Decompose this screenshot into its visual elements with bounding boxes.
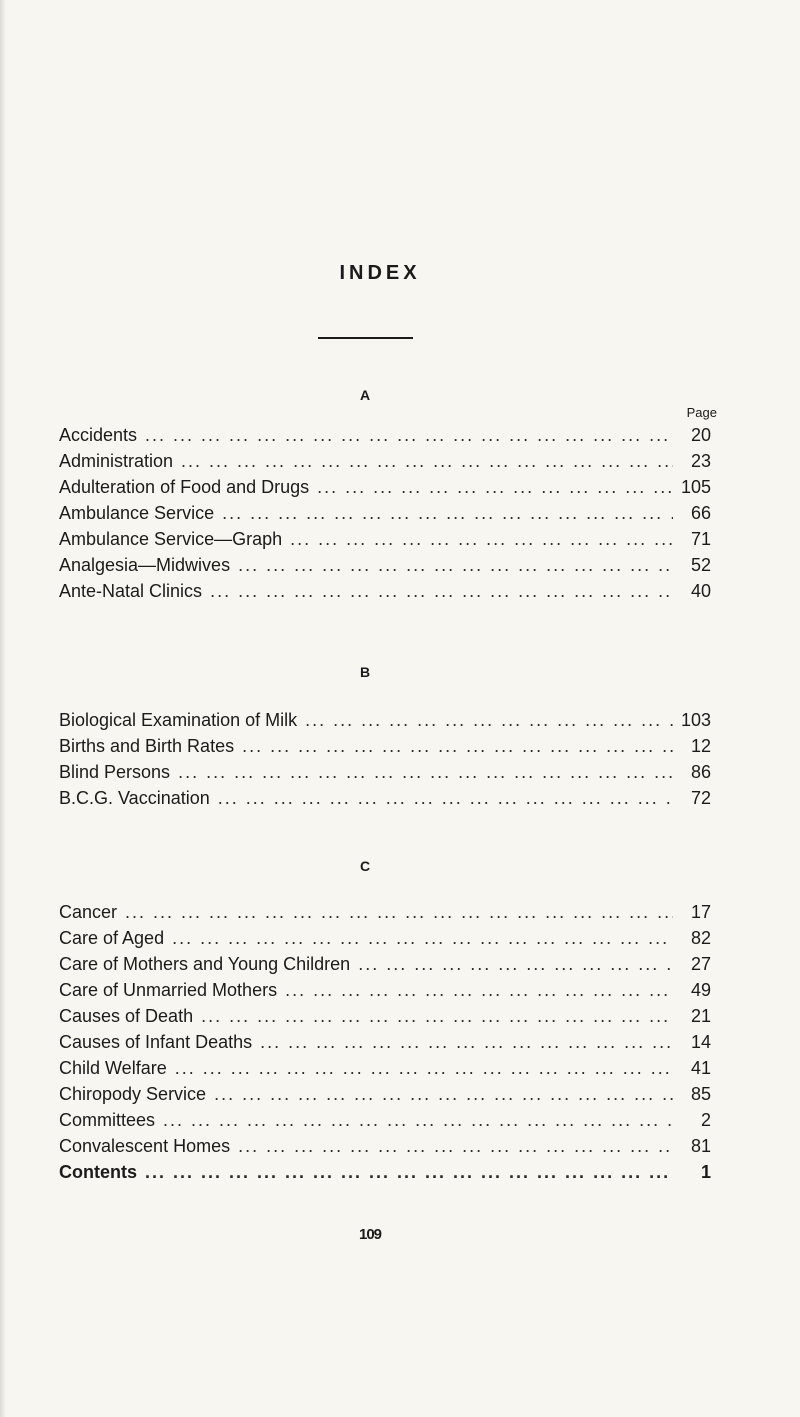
entry-label: Administration: [59, 451, 174, 471]
leader-dots: [290, 529, 673, 550]
index-entry: [59, 1058, 711, 1084]
leader-dots: [145, 1162, 673, 1183]
entry-label: Cancer: [59, 902, 118, 922]
entry-page: 12: [690, 736, 711, 756]
leader-dots: [305, 710, 673, 731]
leader-dots: [317, 477, 673, 498]
entry-page: 103: [680, 710, 711, 730]
entry-page: 66: [690, 503, 711, 523]
index-entry: [59, 736, 711, 762]
index-entry: [59, 555, 711, 581]
leader-dots: [214, 1084, 673, 1105]
entry-label: B.C.G. Vaccination: [59, 788, 210, 808]
entry-page: 20: [690, 425, 711, 445]
leader-dots: [163, 1110, 673, 1131]
entry-label: Births and Birth Rates: [59, 736, 235, 756]
index-entry: [59, 788, 711, 814]
entry-page: 40: [690, 581, 711, 601]
leader-dots: [201, 1006, 673, 1027]
entry-page: 49: [690, 980, 711, 1000]
index-entry: [59, 954, 711, 980]
leader-dots: [210, 581, 673, 602]
entry-page: 85: [690, 1084, 711, 1104]
page-title: INDEX: [339, 262, 421, 284]
entry-label: Causes of Infant Deaths: [59, 1032, 253, 1052]
section-b-list: [59, 710, 711, 814]
entry-label: Adulteration of Food and Drugs: [59, 477, 310, 497]
index-entry: [59, 581, 711, 607]
entry-page: 1: [700, 1162, 711, 1182]
leader-dots: [125, 902, 673, 923]
entry-label: Biological Examination of Milk: [59, 710, 298, 730]
page-column-heading: Page: [686, 405, 717, 420]
entry-label: Ante-Natal Clinics: [59, 581, 203, 601]
page-number-mark: 109: [358, 1226, 382, 1243]
entry-page: 23: [690, 451, 711, 471]
entry-label: Care of Unmarried Mothers: [59, 980, 278, 1000]
entry-label: Contents: [59, 1162, 137, 1182]
entry-page: 27: [690, 954, 711, 974]
entry-label: Accidents: [59, 425, 138, 445]
entry-label: Child Welfare: [59, 1058, 167, 1078]
leader-dots: [218, 788, 673, 809]
entry-label: Blind Persons: [59, 762, 171, 782]
index-entry: [59, 1162, 711, 1188]
index-entry: [59, 762, 711, 788]
leader-dots: [222, 503, 673, 524]
leader-dots: [181, 451, 673, 472]
index-entry: [59, 451, 711, 477]
index-entry: [59, 1084, 711, 1110]
section-a-list: [59, 425, 711, 607]
entry-label: Chiropody Service: [59, 1084, 207, 1104]
index-entry: [59, 902, 711, 928]
entry-page: 82: [690, 928, 711, 948]
entry-label: Care of Aged: [59, 928, 165, 948]
entry-label: Ambulance Service—Graph: [59, 529, 283, 549]
leader-dots: [285, 980, 673, 1001]
leader-dots: [242, 736, 673, 757]
index-entry: [59, 477, 711, 503]
leader-dots: [238, 1136, 673, 1157]
index-entry: [59, 1136, 711, 1162]
leader-dots: [175, 1058, 673, 1079]
leader-dots: [238, 555, 673, 576]
entry-label: Ambulance Service: [59, 503, 215, 523]
entry-page: 105: [680, 477, 711, 497]
entry-page: 72: [690, 788, 711, 808]
entry-label: Committees: [59, 1110, 156, 1130]
entry-page: 41: [690, 1058, 711, 1078]
entry-page: 17: [690, 902, 711, 922]
leader-dots: [358, 954, 673, 975]
entry-label: Causes of Death: [59, 1006, 194, 1026]
index-entry: [59, 980, 711, 1006]
title-underline: [318, 337, 413, 339]
index-entry: [59, 1032, 711, 1058]
leader-dots: [145, 425, 673, 446]
leader-dots: [172, 928, 673, 949]
entry-page: 52: [690, 555, 711, 575]
entry-page: 86: [690, 762, 711, 782]
entry-page: 2: [700, 1110, 711, 1130]
entry-page: 14: [690, 1032, 711, 1052]
leader-dots: [178, 762, 673, 783]
index-entry: [59, 710, 711, 736]
entry-page: 71: [690, 529, 711, 549]
index-entry: [59, 503, 711, 529]
index-entry: [59, 928, 711, 954]
entry-label: Analgesia—Midwives: [59, 555, 231, 575]
index-entry: [59, 425, 711, 451]
index-entry: [59, 1110, 711, 1136]
entry-page: 81: [690, 1136, 711, 1156]
page-edge-shadow: [0, 0, 6, 1417]
section-letter-b: B: [359, 664, 371, 680]
leader-dots: [260, 1032, 673, 1053]
section-letter-a: A: [359, 387, 371, 403]
section-letter-c: C: [359, 858, 371, 874]
index-entry: [59, 1006, 711, 1032]
entry-label: Convalescent Homes: [59, 1136, 231, 1156]
section-c-list: [59, 902, 711, 1188]
index-entry: [59, 529, 711, 555]
entry-page: 21: [690, 1006, 711, 1026]
entry-label: Care of Mothers and Young Children: [59, 954, 351, 974]
